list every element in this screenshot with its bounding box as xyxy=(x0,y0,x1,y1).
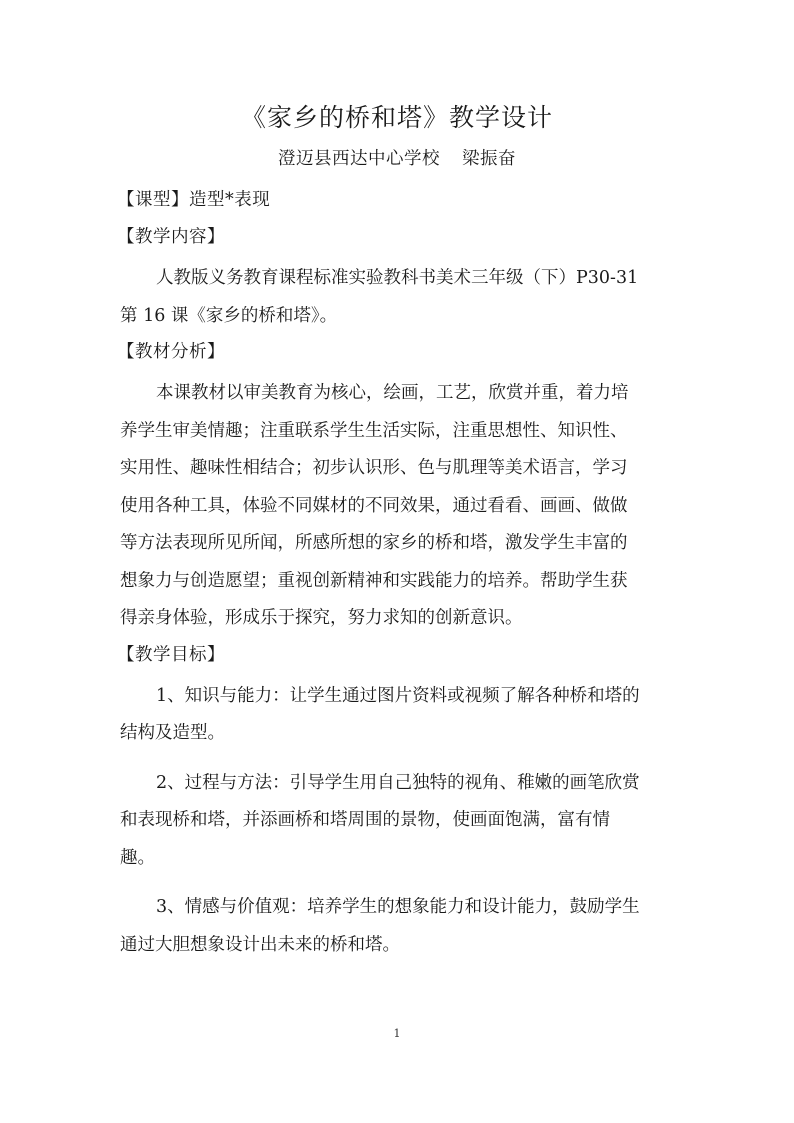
author-school: 澄迈县西达中心学校 xyxy=(278,149,440,169)
content-paragraph-line-2: 第 16 课《家乡的桥和塔》。 xyxy=(120,305,338,326)
analysis-line-6: 想象力与创造愿望；重视创新精神和实践能力的培养。帮助学生获 xyxy=(120,570,628,591)
goal-1-line-1 xyxy=(120,678,676,716)
analysis-line-1 xyxy=(120,375,676,413)
document-body xyxy=(117,186,676,964)
goal-1-text-1: 1、知识与能力：让学生通过图片资料或视频了解各种桥和塔的 xyxy=(156,685,640,706)
author-line xyxy=(0,146,794,172)
document-title: 《家乡的桥和塔》教学设计 xyxy=(240,103,553,132)
content-paragraph-line-1 xyxy=(120,260,676,298)
goal-2-line-3: 趣。 xyxy=(120,847,155,868)
content-heading: 【教学内容】 xyxy=(117,227,225,247)
analysis-heading: 【教材分析】 xyxy=(117,342,225,362)
content-text-1: 人教版义务教育课程标准实验教科书美术三年级（下）P30-31 xyxy=(156,268,639,288)
goal-2-line-2: 和表现桥和塔，并添画桥和塔周围的景物，使画面饱满，富有情 xyxy=(120,810,610,830)
analysis-text-1: 本课教材以审美教育为核心，绘画，工艺，欣赏并重，着力培 xyxy=(156,383,629,403)
course-type-heading: 【课型】造型*表现 xyxy=(117,190,271,210)
goal-3-text-1: 3、情感与价值观：培养学生的想象能力和设计能力，鼓励学生 xyxy=(156,897,640,917)
analysis-line-7: 得亲身体验，形成乐于探究，努力求知的创新意识。 xyxy=(120,608,523,628)
goal-1-line-2: 结构及造型。 xyxy=(120,723,225,743)
analysis-line-5: 等方法表现所见所闻，所感所想的家乡的桥和塔，激发学生丰富的 xyxy=(120,533,628,553)
goal-2-line-1 xyxy=(120,765,676,803)
goals-heading: 【教学目标】 xyxy=(117,644,225,665)
page-number: 1 xyxy=(393,1027,401,1040)
analysis-line-4: 使用各种工具，体验不同媒材的不同效果，通过看看、画画、做做 xyxy=(120,495,628,516)
analysis-line-2: 养学生审美情趣；注重联系学生生活实际，注重思想性、知识性、 xyxy=(120,420,628,441)
goal-3-line-1 xyxy=(120,889,676,927)
goal-3-line-2: 通过大胆想象设计出未来的桥和塔。 xyxy=(120,934,400,955)
author-name: 梁振奋 xyxy=(462,149,516,169)
goal-2-text-1: 2、过程与方法：引导学生用自己独特的视角、稚嫩的画笔欣赏 xyxy=(156,772,640,793)
analysis-line-3: 实用性、趣味性相结合；初步认识形、色与肌理等美术语言，学习 xyxy=(120,458,628,478)
